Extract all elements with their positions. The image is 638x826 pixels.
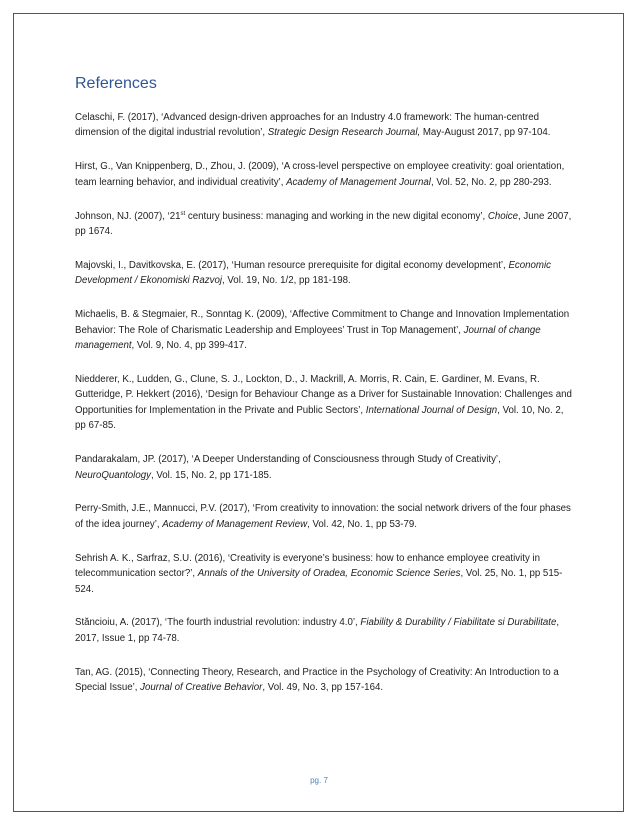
reference-item — [75, 665, 575, 696]
reference-source: Journal of change management — [75, 324, 541, 352]
reference-details: , Vol. 52, No. 2, pp 280-293. — [430, 176, 552, 188]
reference-item — [75, 209, 575, 240]
references-heading: References — [75, 75, 157, 92]
reference-text: century business: managing and working in the new digital economy’, — [185, 210, 488, 222]
reference-text: Michaelis, B. & Stegmaier, R., Sonntag K. (2009), ‘Affective Commitment to Change and Innovation Implementation Behavior: The Role of Charismatic Leadership and Employees’ Trust in Top Management’, — [75, 309, 570, 336]
reference-text: Hirst, G., Van Knippenberg, D., Zhou, J. (2009), ‘A cross-level perspective on employee creativity: goal orientation, team learning behavior, and individual creativity’, — [75, 161, 565, 188]
reference-item — [75, 551, 575, 597]
reference-text: Johnson, NJ. (2007), ‘21 — [75, 210, 181, 222]
reference-item — [75, 110, 575, 141]
reference-source: International Journal of Design — [365, 404, 498, 416]
reference-source: Annals of the University of Oradea, Economic Science Series — [197, 568, 461, 580]
reference-text: Celaschi, F. (2017), ‘Advanced design-driven approaches for an Industry 4.0 framework: The human-centred dimension of the digital industrial revolution’, — [75, 112, 539, 139]
reference-details: May-August 2017, pp 97-104. — [420, 127, 551, 139]
reference-text: Perry-Smith, J.E., Mannucci, P.V. (2017), ‘From creativity to innovation: the social network drivers of the four phases of the idea journey’, — [75, 503, 571, 530]
reference-details: , 2017, Issue 1, pp 74-78. — [75, 617, 560, 644]
reference-text: Pandarakalam, JP. (2017), ‘A Deeper Understanding of Consciousness through Study of Creativity’, — [75, 454, 501, 466]
reference-item — [75, 452, 575, 483]
references-list — [75, 110, 575, 714]
reference-details: , Vol. 49, No. 3, pp 157-164. — [262, 682, 384, 694]
reference-text: Tan, AG. (2015), ‘Connecting Theory, Research, and Practice in the Psychology of Creativity: An Introduction to a Special Issue’, — [75, 666, 559, 694]
reference-item — [75, 307, 575, 353]
reference-details: , Vol. 10, No. 2, pp 67-85. — [75, 404, 564, 432]
reference-text: Majovski, I., Davitkovska, E. (2017), ‘Human resource prerequisite for digital economy development’, — [75, 259, 509, 271]
reference-details: , Vol. 19, No. 1/2, pp 181-198. — [222, 275, 351, 287]
reference-source: Strategic Design Research Journal, — [267, 127, 421, 139]
reference-source: Choice — [487, 210, 519, 222]
superscript: st — [180, 210, 186, 217]
reference-text: Stăncioiu, A. (2017), ‘The fourth industrial revolution: industry 4.0’, — [75, 617, 361, 629]
reference-source: Academy of Management Journal — [286, 176, 431, 188]
page-number: pg. 7 — [310, 776, 328, 785]
reference-details: , Vol. 9, No. 4, pp 399-417. — [131, 340, 247, 352]
reference-source: Fiability & Durability / Fiabilitate si Durabilitate — [360, 617, 557, 629]
reference-item — [75, 372, 575, 434]
reference-details: , Vol. 42, No. 1, pp 53-79. — [307, 518, 417, 530]
reference-details: , Vol. 25, No. 1, pp 515-524. — [75, 568, 563, 595]
reference-item — [75, 159, 575, 190]
reference-details: , June 2007, pp 1674. — [75, 210, 572, 238]
reference-text: Sehrish A. K., Sarfraz, S.U. (2016), ‘Creativity is everyone’s business: how to enhance employee creativity in telecommunication sector?’, — [75, 552, 541, 580]
reference-text: Niedderer, K., Ludden, G., Clune, S. J., Lockton, D., J. Mackrill, A. Morris, R. Cain, E. Gardiner, M. Evans, R. Gutteridge, P. Hekkert (2016), ‘Design for Behaviour Change as a Driver for Sustainable Innovation: Challenges and Opportunities for Implementation in the Private and Public Sectors’, — [75, 373, 572, 416]
reference-source: NeuroQuantology — [75, 469, 151, 481]
reference-item — [75, 258, 575, 289]
reference-item — [75, 501, 575, 532]
reference-source: Journal of Creative Behavior — [140, 682, 263, 694]
reference-source: Academy of Management Review — [162, 518, 308, 530]
reference-item — [75, 615, 575, 646]
reference-source: Economic Development / Ekonomiski Razvoj — [75, 259, 551, 287]
reference-details: , Vol. 15, No. 2, pp 171-185. — [150, 469, 272, 481]
